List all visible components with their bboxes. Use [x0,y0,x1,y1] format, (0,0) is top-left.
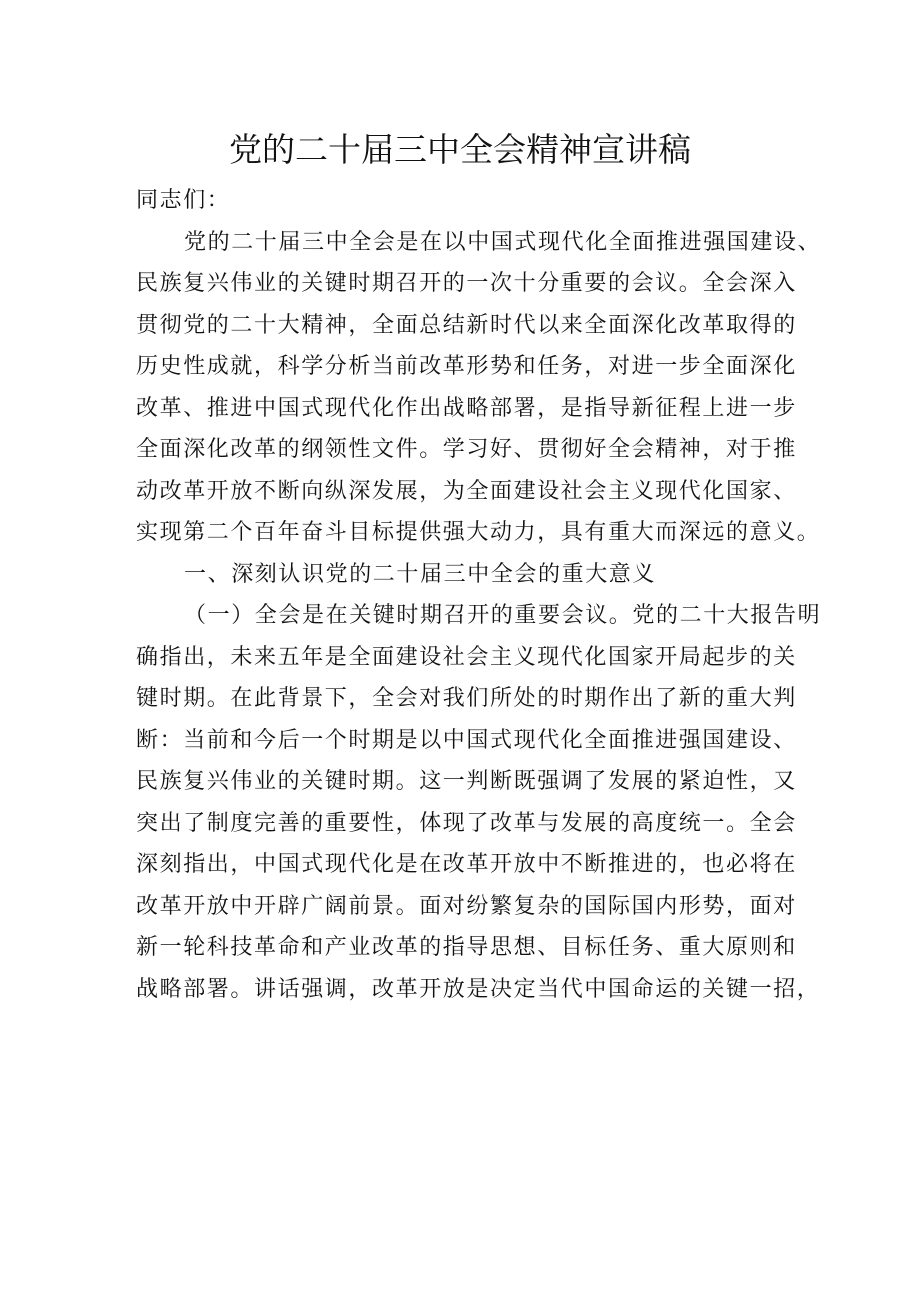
greeting: 同志们： [136,188,231,213]
paragraph-section-one [136,595,822,1010]
section-heading [136,554,796,596]
section-heading-text: 一、深刻认识党的二十届三中全会的重大意义 [184,561,657,587]
text-line: （一）全会是在关键时期召开的重要会议。党的二十大报告明 [184,603,822,628]
text-line: 改革、推进中国式现代化作出战略部署，是指导新征程上进一步 [136,395,797,421]
text-line: 全面深化改革的纲领性文件。学习好、贯彻好全会精神，对于推 [136,437,797,462]
text-line: 突出了制度完善的重要性，体现了改革与发展的高度统一。全会 [136,810,797,836]
document-title: 党的二十届三中全会精神宣讲稿 [229,130,691,169]
text-line: 键时期。在此背景下，全会对我们所处的时期作出了新的重大判 [136,686,797,711]
paragraph-intro [136,222,822,554]
text-line: 民族复兴伟业的关键时期。这一判断既强调了发展的紧迫性，又 [136,769,797,794]
text-line: 断：当前和今后一个时期是以中国式现代化全面推进强国建设、 [136,727,797,753]
text-line: 历史性成就，科学分析当前改革形势和任务，对进一步全面深化 [136,354,797,379]
text-line: 确指出，未来五年是全面建设社会主义现代化国家开局起步的关 [136,644,797,670]
text-line: 新一轮科技革命和产业改革的指导思想、目标任务、重大原则和 [136,935,797,960]
text-line: 党的二十届三中全会是在以中国式现代化全面推进强国建设、 [184,229,822,255]
text-line: 战略部署。讲话强调，改革开放是决定当代中国命运的关键一招， [136,976,821,1002]
text-line: 实现第二个百年奋斗目标提供强大动力，具有重大而深远的意义。 [136,520,821,545]
text-line: 动改革开放不断向纵深发展，为全面建设社会主义现代化国家、 [136,478,797,504]
text-line: 深刻指出，中国式现代化是在改革开放中不断推进的，也必将在 [136,852,797,877]
text-line: 贯彻党的二十大精神，全面总结新时代以来全面深化改革取得的 [136,312,797,338]
document-body [136,180,822,1010]
text-line: 民族复兴伟业的关键时期召开的一次十分重要的会议。全会深入 [136,271,797,296]
text-line: 改革开放中开辟广阔前景。面对纷繁复杂的国际国内形势，面对 [136,893,797,919]
